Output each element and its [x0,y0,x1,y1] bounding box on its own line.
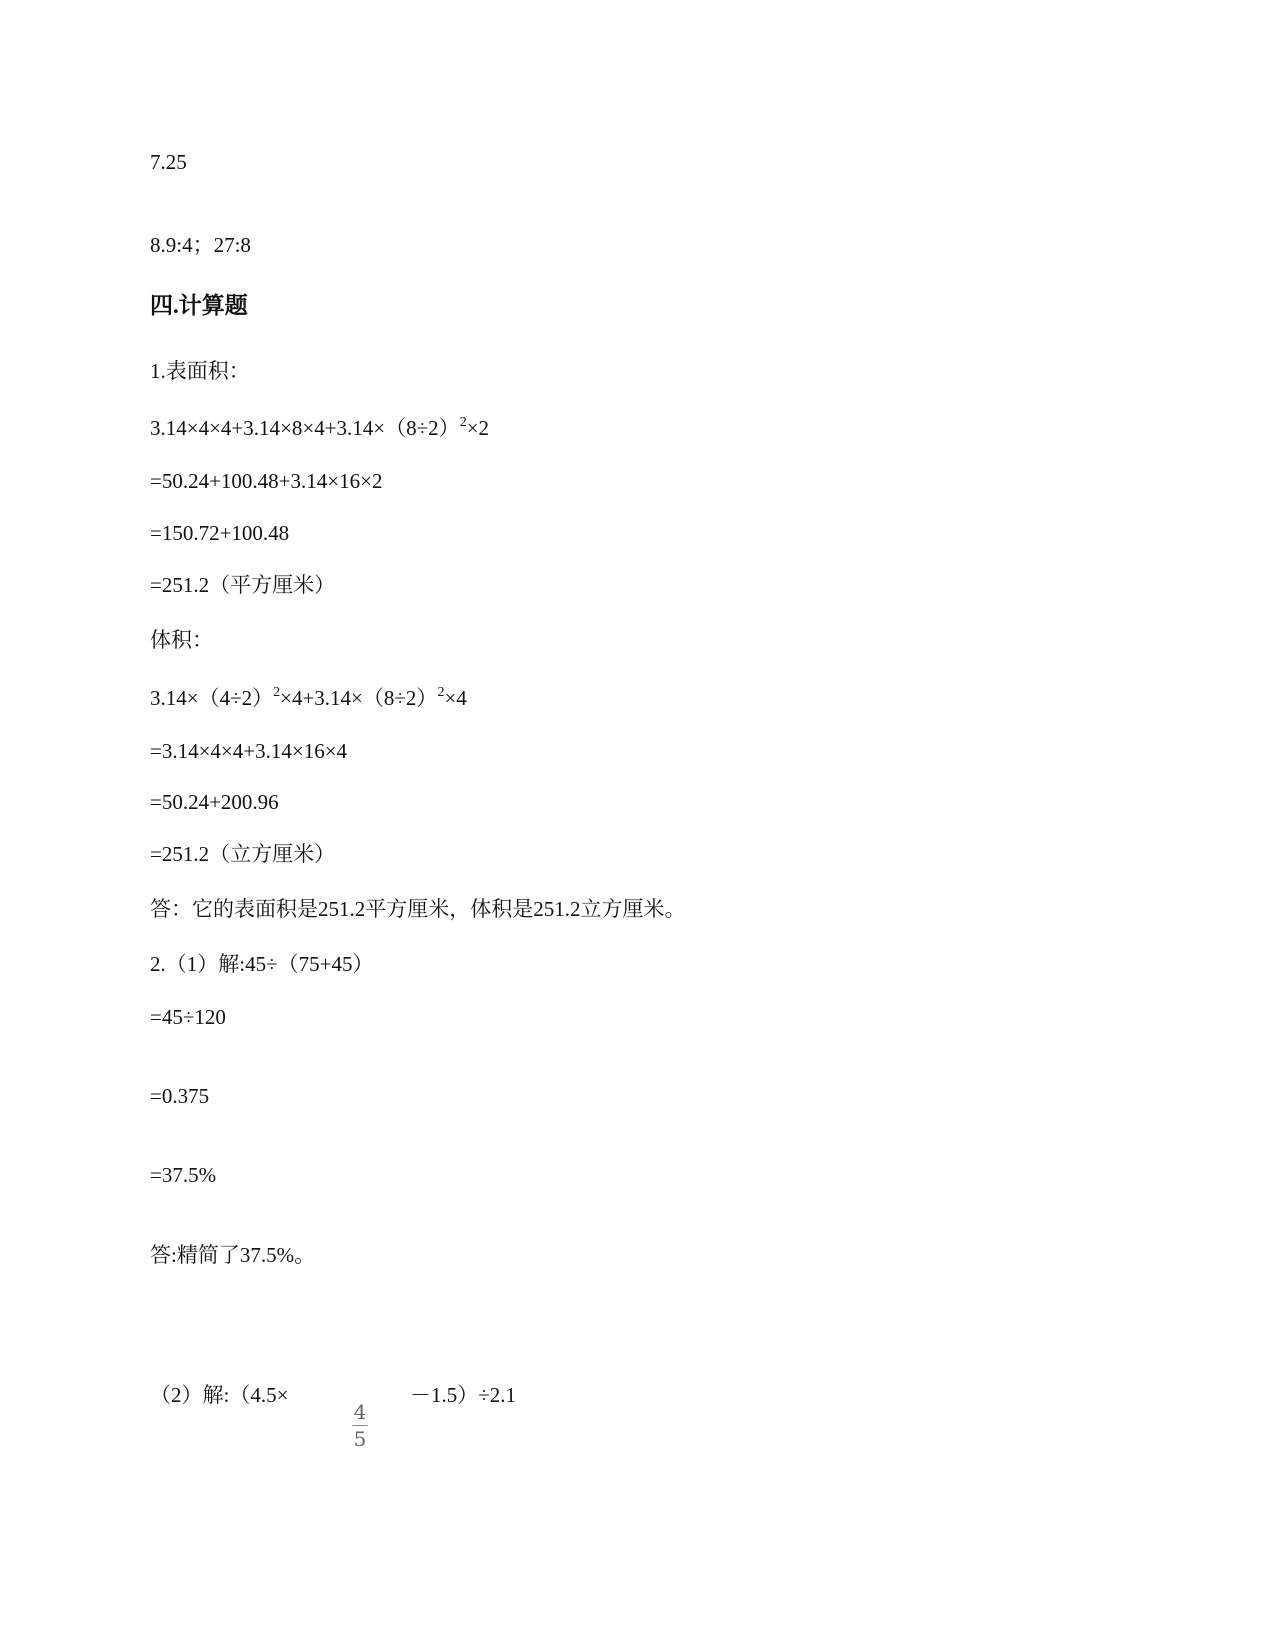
formula-part: 3.14×（4÷2） [150,686,274,710]
calc-step: =37.5% [150,1163,217,1187]
fraction-denominator: 5 [353,1427,367,1451]
problem-2-part-2-end: －1.5）÷2.1 [410,1383,517,1407]
volume-formula [150,684,467,712]
formula-part: 3.14×4×4+3.14×8×4+3.14×（8÷2） [150,416,460,440]
answer-line-ratio: 8.9:4；27:8 [150,233,251,257]
answer-line-7-25: 7.25 [150,150,187,174]
exponent: 2 [437,685,445,700]
formula-part: ×2 [466,416,490,440]
calc-step: =3.14×4×4+3.14×16×4 [150,739,348,763]
calc-step: =0.375 [150,1084,210,1108]
calc-result-surface: =251.2（平方厘米） [150,573,336,597]
section-heading: 四.计算题 [150,293,248,318]
calc-step: =50.24+100.48+3.14×16×2 [150,469,383,493]
surface-area-formula [150,414,489,442]
answer-statement-2: 答:精简了37.5%。 [150,1243,316,1267]
fraction-bar [352,1425,368,1426]
formula-part: ×4+3.14×（8÷2） [280,686,438,710]
calc-step: =150.72+100.48 [150,521,290,545]
problem-1-surface-area-label: 1.表面积： [150,359,250,383]
fraction-four-fifths [350,1400,370,1451]
volume-label: 体积： [150,628,213,652]
fraction-numerator: 4 [353,1400,367,1424]
problem-2-part-2-start: （2）解:（4.5× [150,1383,289,1407]
calc-step: =50.24+200.96 [150,790,279,814]
calc-result-volume: =251.2（立方厘米） [150,842,336,866]
calc-step: =45÷120 [150,1005,226,1029]
answer-statement-1: 答：它的表面积是251.2平方厘米，体积是251.2立方厘米。 [150,897,686,921]
formula-part: ×4 [444,686,467,710]
exponent: 2 [273,685,281,700]
problem-2-part-1: 2.（1）解:45÷（75+45） [150,952,374,976]
exponent: 2 [459,415,467,430]
